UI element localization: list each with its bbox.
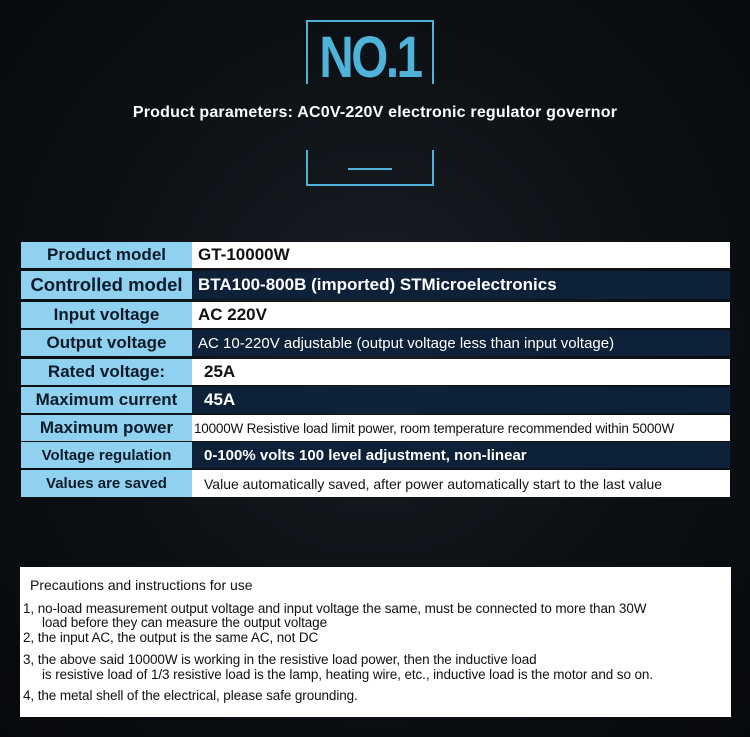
precaution-line: 4, the metal shell of the electrical, please safe grounding. (23, 688, 358, 703)
spec-value: 10000W Resistive load limit power, room temperature recommended within 5000W (192, 415, 730, 441)
spec-label: Input voltage (21, 302, 192, 328)
precaution-line: 1, no-load measurement output voltage and input voltage the same, must be connected to more than 30W (23, 601, 647, 616)
spec-row-input-voltage (21, 302, 730, 328)
spec-label: Controlled model (21, 271, 192, 299)
precautions-heading: Precautions and instructions for use (30, 577, 253, 593)
spec-row-product-model (21, 242, 730, 268)
spec-row-controlled-model (21, 271, 730, 299)
precaution-line: 3, the above said 10000W is working in the resistive load power, then the inductive load (23, 652, 537, 667)
spec-label: Product model (21, 242, 192, 268)
spec-label: Values are saved (21, 470, 192, 497)
spec-label: Maximum power (21, 415, 192, 441)
badge-title: NO.1 (319, 25, 421, 90)
spec-value: 25A (192, 359, 730, 385)
spec-label: Output voltage (21, 330, 192, 356)
spec-value: 0-100% volts 100 level adjustment, non-linear (192, 442, 730, 468)
precautions-box (20, 567, 731, 717)
spec-label: Voltage regulation (21, 442, 192, 468)
spec-row-output-voltage (21, 330, 730, 356)
spec-label: Rated voltage: (21, 359, 192, 385)
decorative-bracket (306, 150, 434, 186)
spec-value: GT-10000W (192, 242, 730, 268)
precaution-line: load before they can measure the output voltage (42, 615, 327, 630)
precaution-line: is resistive load of 1/3 resistive load is the lamp, heating wire, etc., inductive load is the motor and so on. (42, 667, 653, 682)
spec-value: AC 220V (192, 302, 730, 328)
spec-value: Value automatically saved, after power automatically start to the last value (192, 470, 730, 497)
spec-row-maximum-current (21, 387, 730, 413)
spec-value: BTA100-800B (imported) STMicroelectronics (192, 271, 730, 299)
spec-row-values-saved (21, 470, 730, 497)
spec-row-voltage-regulation (21, 442, 730, 468)
spec-value: 45A (192, 387, 730, 413)
spec-row-rated-voltage (21, 359, 730, 385)
precaution-line: 2, the input AC, the output is the same AC, not DC (23, 630, 319, 645)
page-subtitle: Product parameters: AC0V-220V electronic regulator governor (132, 104, 618, 121)
spec-value: AC 10-220V adjustable (output voltage less than input voltage) (192, 330, 730, 356)
spec-row-maximum-power (21, 415, 730, 441)
spec-label: Maximum current (21, 387, 192, 413)
